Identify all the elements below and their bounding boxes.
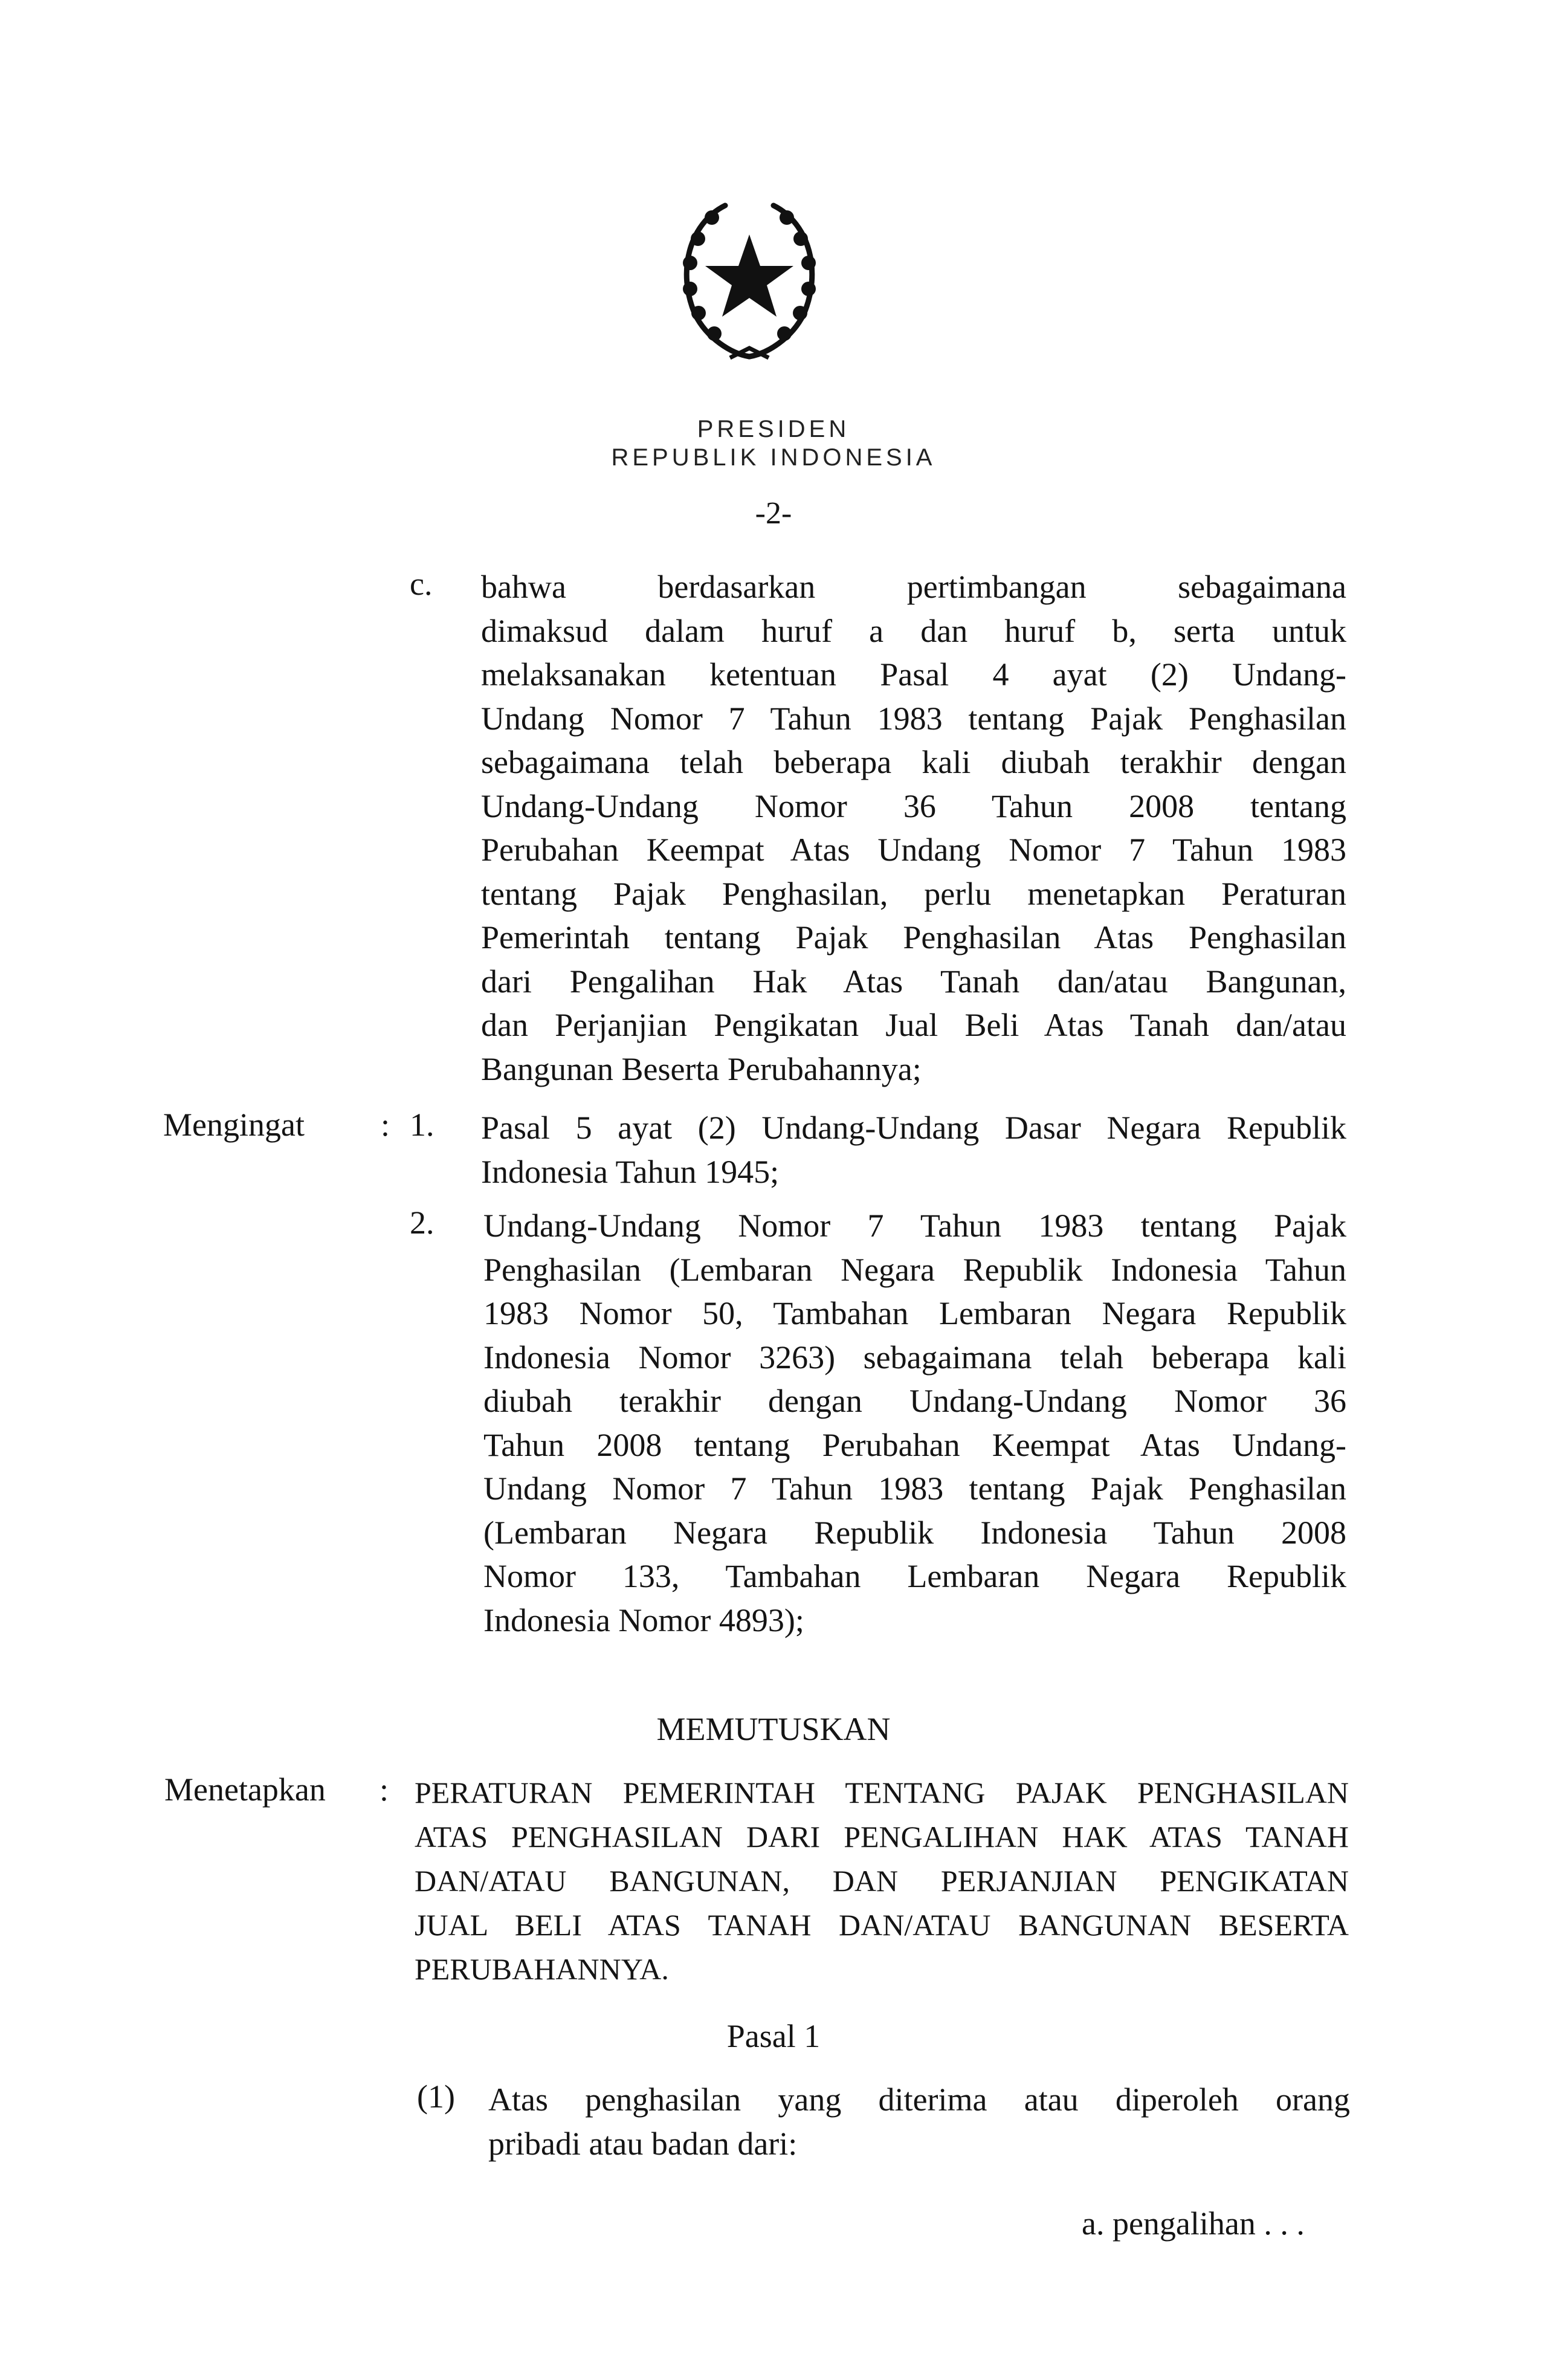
text-line: (Lembaran Negara Republik Indonesia Tahun 2008 — [483, 1514, 1346, 1551]
text-line: DAN/ATAU BANGUNAN, DAN PERJANJIAN PENGIKATAN — [415, 1864, 1349, 1898]
memutuskan-heading: MEMUTUSKAN — [656, 1711, 891, 1747]
text-line: melaksanakan ketentuan Pasal 4 ayat (2) Undang- — [481, 656, 1346, 693]
header-republik-indonesia: REPUBLIK INDONESIA — [611, 444, 936, 471]
text-line: Indonesia Tahun 1945; — [481, 1153, 780, 1190]
mengingat-item-2-number: 2. — [410, 1205, 434, 1241]
header-presiden: PRESIDEN — [697, 416, 850, 442]
text-line: Perubahan Keempat Atas Undang Nomor 7 Tahun 1983 — [481, 832, 1346, 868]
text-line: Nomor 133, Tambahan Lembaran Negara Republik — [483, 1558, 1346, 1594]
text-line: Tahun 2008 tentang Perubahan Keempat Atas Undang- — [483, 1426, 1346, 1463]
text-line: Pasal 5 ayat (2) Undang-Undang Dasar Negara Republik — [481, 1110, 1346, 1146]
ayat-1-text — [488, 2078, 1350, 2165]
text-line: dari Pengalihan Hak Atas Tanah dan/atau Bangunan, — [481, 963, 1346, 1000]
text-line: diubah terakhir dengan Undang-Undang Nomor 36 — [483, 1383, 1346, 1419]
consideration-c-marker: c. — [410, 566, 433, 602]
mengingat-item-1-number: 1. — [410, 1107, 434, 1143]
mengingat-label: Mengingat — [163, 1107, 305, 1143]
mengingat-item-2-text — [483, 1204, 1346, 1642]
ayat-1-number: (1) — [417, 2078, 455, 2115]
text-line: dan Perjanjian Pengikatan Jual Beli Atas Tanah dan/atau — [481, 1007, 1346, 1043]
text-line: sebagaimana telah beberapa kali diubah terakhir dengan — [481, 744, 1346, 780]
text-line: Undang Nomor 7 Tahun 1983 tentang Pajak Penghasilan — [481, 700, 1346, 737]
menetapkan-colon: : — [379, 1771, 389, 1808]
text-line: dimaksud dalam huruf a dan huruf b, serta untuk — [481, 612, 1346, 649]
text-line: Pemerintah tentang Pajak Penghasilan Atas Penghasilan — [481, 919, 1346, 956]
consideration-c-text — [481, 565, 1346, 1091]
continuation-marker: a. pengalihan . . . — [1082, 2205, 1305, 2242]
text-line: Penghasilan (Lembaran Negara Republik Indonesia Tahun — [483, 1251, 1346, 1288]
text-line: Indonesia Nomor 3263) sebagaimana telah beberapa kali — [483, 1339, 1346, 1376]
text-line: Atas penghasilan yang diterima atau diperoleh orang — [488, 2081, 1350, 2118]
text-line: PERUBAHANNYA. — [415, 1952, 669, 1986]
page-number: -2- — [755, 496, 792, 531]
text-line: ATAS PENGHASILAN DARI PENGALIHAN HAK ATAS TANAH — [415, 1820, 1349, 1854]
text-line: tentang Pajak Penghasilan, perlu menetapkan Peraturan — [481, 875, 1346, 912]
text-line: Undang-Undang Nomor 7 Tahun 1983 tentang Pajak — [483, 1208, 1346, 1244]
menetapkan-label: Menetapkan — [164, 1771, 326, 1808]
menetapkan-text — [415, 1771, 1349, 1991]
text-line: Bangunan Beserta Perubahannya; — [481, 1050, 922, 1087]
text-line: 1983 Nomor 50, Tambahan Lembaran Negara Republik — [483, 1295, 1346, 1331]
text-line: Undang Nomor 7 Tahun 1983 tentang Pajak Penghasilan — [483, 1470, 1346, 1507]
text-line: bahwa berdasarkan pertimbangan sebagaimana — [481, 569, 1346, 605]
text-line: pribadi atau badan dari: — [488, 2125, 798, 2162]
text-line: PERATURAN PEMERINTAH TENTANG PAJAK PENGHASILAN — [415, 1776, 1349, 1809]
text-line: Indonesia Nomor 4893); — [483, 1602, 804, 1638]
garuda-star-emblem-icon — [653, 181, 846, 375]
text-line: Undang-Undang Nomor 36 Tahun 2008 tentang — [481, 787, 1346, 824]
mengingat-colon: : — [381, 1107, 390, 1143]
pasal-1-title: Pasal 1 — [726, 2018, 821, 2054]
text-line: JUAL BELI ATAS TANAH DAN/ATAU BANGUNAN BESERTA — [415, 1908, 1349, 1942]
mengingat-item-1-text — [481, 1106, 1346, 1194]
